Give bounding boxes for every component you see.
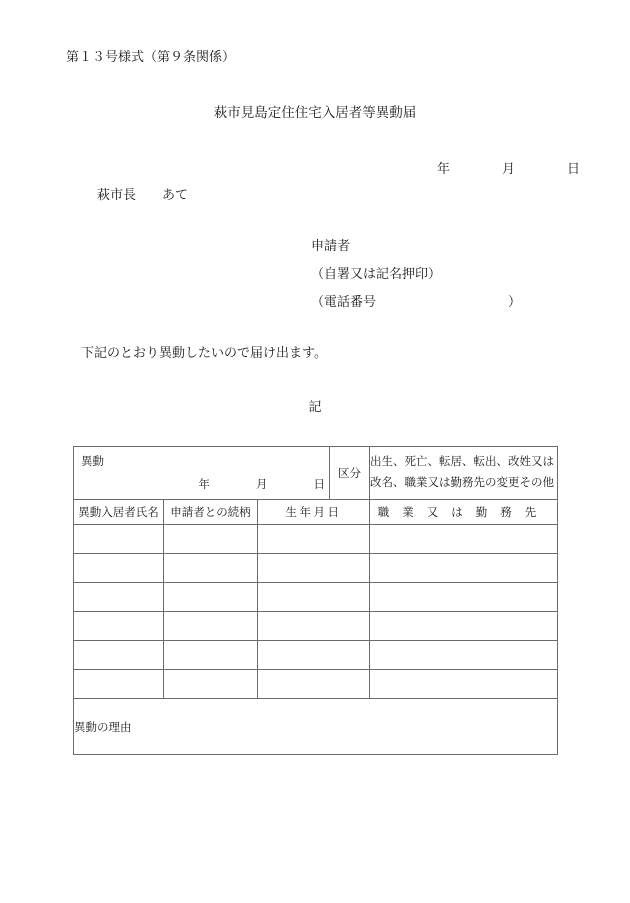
applicant-phone-close-paren: ）	[507, 294, 521, 309]
cell-job[interactable]	[370, 525, 558, 554]
category-options-line-1: 出生、死亡、転居、転出、改姓又は	[370, 456, 555, 468]
cell-birthdate[interactable]	[258, 554, 370, 583]
cell-relation[interactable]	[164, 641, 258, 670]
cell-relation[interactable]	[164, 525, 258, 554]
table-row	[74, 612, 558, 641]
submission-date-fields: 年 月 日	[437, 161, 581, 176]
table-row	[74, 670, 558, 699]
movement-date-cell	[74, 447, 330, 500]
category-options-cell	[370, 447, 558, 500]
form-number-label: 第１３号様式（第９条関係）	[66, 49, 236, 64]
cell-name[interactable]	[74, 583, 164, 612]
table-header-row	[74, 500, 558, 525]
table-row	[74, 583, 558, 612]
category-header-cell: 区分	[330, 447, 370, 500]
table-row	[74, 525, 558, 554]
table-row-reason	[74, 699, 558, 755]
reason-cell[interactable]: 異動の理由	[74, 699, 558, 755]
movement-date-fields: 年 月 日	[198, 479, 326, 491]
applicant-phone-label: （電話番号	[311, 294, 377, 309]
table-row	[74, 554, 558, 583]
cell-job[interactable]	[370, 554, 558, 583]
cell-relation[interactable]	[164, 670, 258, 699]
cell-birthdate[interactable]	[258, 612, 370, 641]
cell-relation[interactable]	[164, 612, 258, 641]
addressee-line: 萩市長 あて	[97, 187, 189, 202]
cell-job[interactable]	[370, 641, 558, 670]
column-header-relation: 申請者との続柄	[164, 500, 258, 525]
category-options-line-2: 改名、職業又は勤務先の変更その他	[370, 477, 555, 489]
applicant-signature-note: （自署又は記名押印）	[311, 266, 442, 281]
cell-birthdate[interactable]	[258, 583, 370, 612]
column-header-name: 異動入居者氏名	[74, 500, 164, 525]
cell-name[interactable]	[74, 641, 164, 670]
movement-label: 異動	[81, 456, 104, 468]
declaration-statement: 下記のとおり異動したいので届け出ます。	[81, 345, 327, 360]
table-row-movement-date	[74, 447, 558, 500]
cell-birthdate[interactable]	[258, 670, 370, 699]
cell-job[interactable]	[370, 583, 558, 612]
cell-job[interactable]	[370, 612, 558, 641]
cell-relation[interactable]	[164, 554, 258, 583]
submission-date-line	[0, 160, 630, 178]
document-title: 萩市見島定住住宅入居者等異動届	[213, 105, 417, 120]
cell-name[interactable]	[74, 612, 164, 641]
cell-name[interactable]	[74, 670, 164, 699]
cell-birthdate[interactable]	[258, 525, 370, 554]
ki-mark: 記	[308, 399, 322, 414]
cell-relation[interactable]	[164, 583, 258, 612]
applicant-label: 申請者	[311, 238, 351, 253]
column-header-job: 職業又は勤務先	[370, 500, 558, 525]
applicant-phone-field	[311, 293, 521, 311]
cell-name[interactable]	[74, 554, 164, 583]
movement-details-table	[73, 446, 558, 755]
cell-job[interactable]	[370, 670, 558, 699]
cell-birthdate[interactable]	[258, 641, 370, 670]
cell-name[interactable]	[74, 525, 164, 554]
column-header-birthdate: 生年月日	[258, 500, 370, 525]
table-row	[74, 641, 558, 670]
